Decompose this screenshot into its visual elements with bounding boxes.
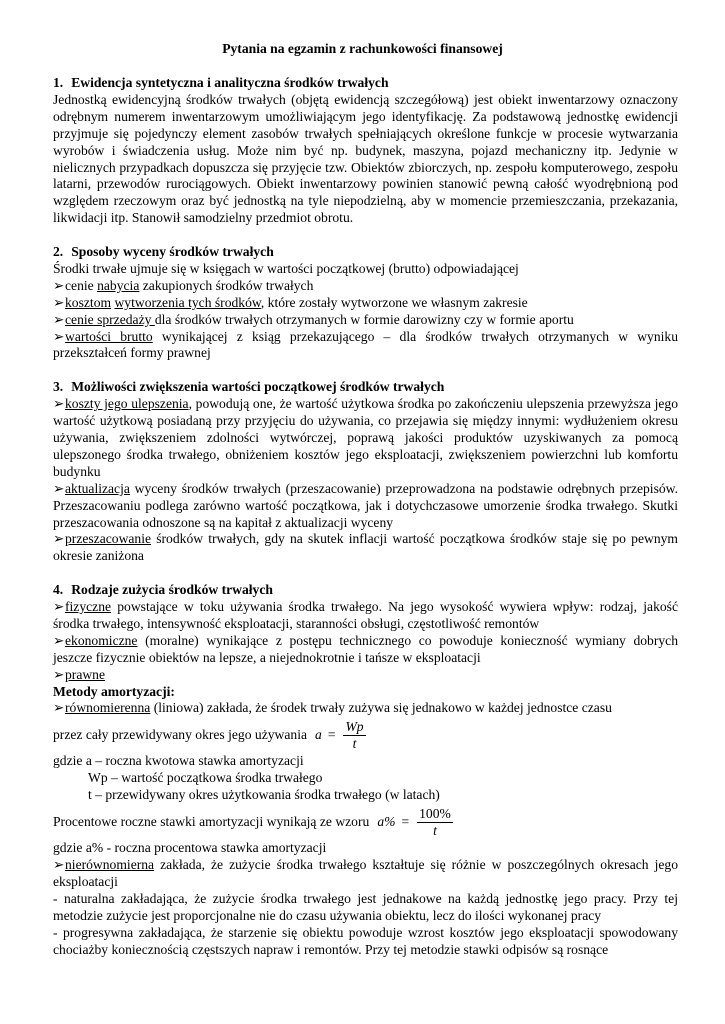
fraction: $\frac{Wp}{t}$: [345, 718, 364, 751]
list-item: ➢koszty jego ulepszenia, powodują one, że wartość użytkowa środka po zakończeniu ulepszenia przewyższa jego wartość użytkową posiadaną przy przyjęciu do używania, co przejawia się między innymi: wydłużeniem okresu używania, zwiększeniem zdolności wytwórczej, poprawą jakości produktów uzyskiwanych za pomocą ulepszonego środka trwałego, obniżeniem kosztów jego eksploatacji, zwiększeniem powierzchni lub komfortu budynku: [53, 396, 679, 479]
section-4-heading: 4. Rodzaje zużycia środków trwałych: [53, 582, 273, 598]
list-item: ➢nierównomierna zakłada, że zużycie środka trwałego kształtuje się różnie w poszczególnych okresach jego eksploatacji: [53, 857, 678, 889]
list-item: ➢kosztom wytworzenia tych środków, które zostały wytworzone we własnym zakresie: [53, 294, 528, 310]
methods-heading: Metody amortyzacji:: [53, 683, 175, 699]
arrow-bullet-icon: ➢: [53, 700, 65, 716]
section-4: [53, 582, 678, 958]
definition-wp: Wp – wartość początkowa środka trwałego: [88, 770, 323, 786]
arrow-bullet-icon: ➢: [53, 666, 65, 682]
list-item: ➢ekonomiczne (moralne) wynikające z postępu technicznego co powoduje konieczność wymiany dobrych jeszcze fizycznie obiektów na lepsze, a niejednokrotnie i tańsze w eksploatacji: [53, 632, 678, 665]
arrow-bullet-icon: ➢: [53, 632, 65, 648]
list-item: ➢równomierenna (liniowa) zakłada, że środek trwały zużywa się jednakowo w każdej jednostce czasu: [53, 700, 612, 716]
arrow-bullet-icon: ➢: [53, 599, 65, 615]
formula-a-percent: a% = $\frac{100\%}{t}$: [377, 805, 451, 838]
list-item: ➢cenie sprzedaży dla środków trwałych otrzymanych w formie darowizny czy w formie aportu: [53, 311, 574, 327]
page-title: Pytania na egzamin z rachunkowości finansowej: [222, 41, 503, 56]
section-2: [53, 244, 678, 362]
formula-linear: przez cały przewidywany okres jego używania a = $\frac{Wp}{t}$: [53, 718, 364, 751]
arrow-bullet-icon: ➢: [53, 857, 65, 873]
definition-t: t – przewidywany okres użytkowania środka trwałego (w latach): [88, 787, 440, 803]
fraction: $\frac{100\%}{t}$: [419, 805, 451, 838]
arrow-bullet-icon: ➢: [53, 328, 65, 344]
list-item: ➢przeszacowanie środków trwałych, gdy na skutek inflacji wartość początkowa środków staje się po pewnym okresie zaniżona: [53, 531, 678, 564]
list-item: ➢prawne: [53, 666, 106, 682]
arrow-bullet-icon: ➢: [53, 294, 65, 310]
definition-a-percent: gdzie a% - roczna procentowa stawka amortyzacji: [53, 840, 327, 856]
arrow-bullet-icon: ➢: [53, 311, 65, 327]
section-2-intro: Środki trwałe ujmuje się w księgach w wartości początkowej (brutto) odpowiadającej: [53, 260, 519, 276]
definition-a: gdzie a – roczna kwotowa stawka amortyzacji: [53, 753, 304, 769]
arrow-bullet-icon: ➢: [53, 277, 65, 293]
list-item: ➢cenie nabycia zakupionych środków trwałych: [53, 277, 314, 293]
section-3-heading: 3. Możliwości zwiększenia wartości początkowej środków trwałych: [53, 379, 445, 395]
list-item: ➢aktualizacja wyceny środków trwałych (przeszacowanie) przeprowadzona na podstawie odrębnych przepisów. Przeszacowaniu podlega zarówno wartość początkowa, jak i dotychczasowe umorzenie środka trwałego. Skutki przeszacowania odnoszone są na kapitał z aktualizacji wyceny: [53, 480, 678, 530]
formula-percent: Procentowe roczne stawki amortyzacji wynikają ze wzoru a% = $\frac{100\%}{t}$: [53, 805, 451, 838]
section-1: [53, 75, 678, 227]
method-natural: - naturalna zakładająca, że zużycie środka trwałego jest jednakowe na każdą jednostkę jego pracy. Przy tej metodzie zużycie jest proporcjonalne nie do czasu używania obiektu, lecz do ilości wykonanej pracy: [53, 890, 678, 923]
arrow-bullet-icon: ➢: [53, 396, 65, 412]
list-item: ➢wartości brutto wynikającej z ksiąg przekazującego – dla środków trwałych otrzymanych w wyniku przekształceń formy prawnej: [53, 328, 679, 361]
document-content: [53, 75, 678, 958]
arrow-bullet-icon: ➢: [53, 531, 65, 547]
formula-a: a = $\frac{Wp}{t}$: [315, 718, 364, 751]
section-2-heading: 2. Sposoby wyceny środków trwałych: [53, 244, 274, 260]
section-1-heading: 1. Ewidencja syntetyczna i analityczna środków trwałych: [53, 75, 389, 90]
method-progressive: - progresywna zakładająca, że starzenie się obiektu powoduje wzrost kosztów jego eksploatacji spowodowany chociażby koniecznością częstszych napraw i remontów. Przy tej metodzie stawki odpisów są rosnące: [53, 924, 678, 957]
section-3: [53, 379, 678, 565]
section-1-body: Jednostką ewidencyjną środków trwałych (objętą ewidencją szczegółową) jest obiekt inwentarzowy oznaczony odrębnym numerem inwentarzowym umożliwiającym jego identyfikację. Za podstawową jednostkę ewidencji przyjmuje się pojedynczy element zasobów trwałych spełniających określone funkcje w procesie wytwarzania wyrobów i świadczenia usług. Może nim być np. budynek, maszyna, pojazd mechaniczny itp. Jedynie w nielicznych przypadkach dopuszcza się przyjęcie tzw. Obiektów zbiorczych, np. zespołu komputerowego, zespołu latarni, przewodów rurociągowych. Obiekt inwentarzowy powinien stanowić pewną całość wyodrębnioną pod względem rzeczowym oraz być jednostką na tyle niepodzielną, aby w momencie przemieszczania, przekazania, likwidacji itp. Stanowił samodzielny przedmiot obrotu.: [53, 91, 678, 226]
arrow-bullet-icon: ➢: [53, 480, 65, 496]
list-item: ➢fizyczne powstające w toku używania środka trwałego. Na jego wysokość wywiera wpływ: rodzaj, jakość środka trwałego, intensywność eksploatacji, staranności obsługi, częstotliwość remontów: [53, 599, 678, 631]
